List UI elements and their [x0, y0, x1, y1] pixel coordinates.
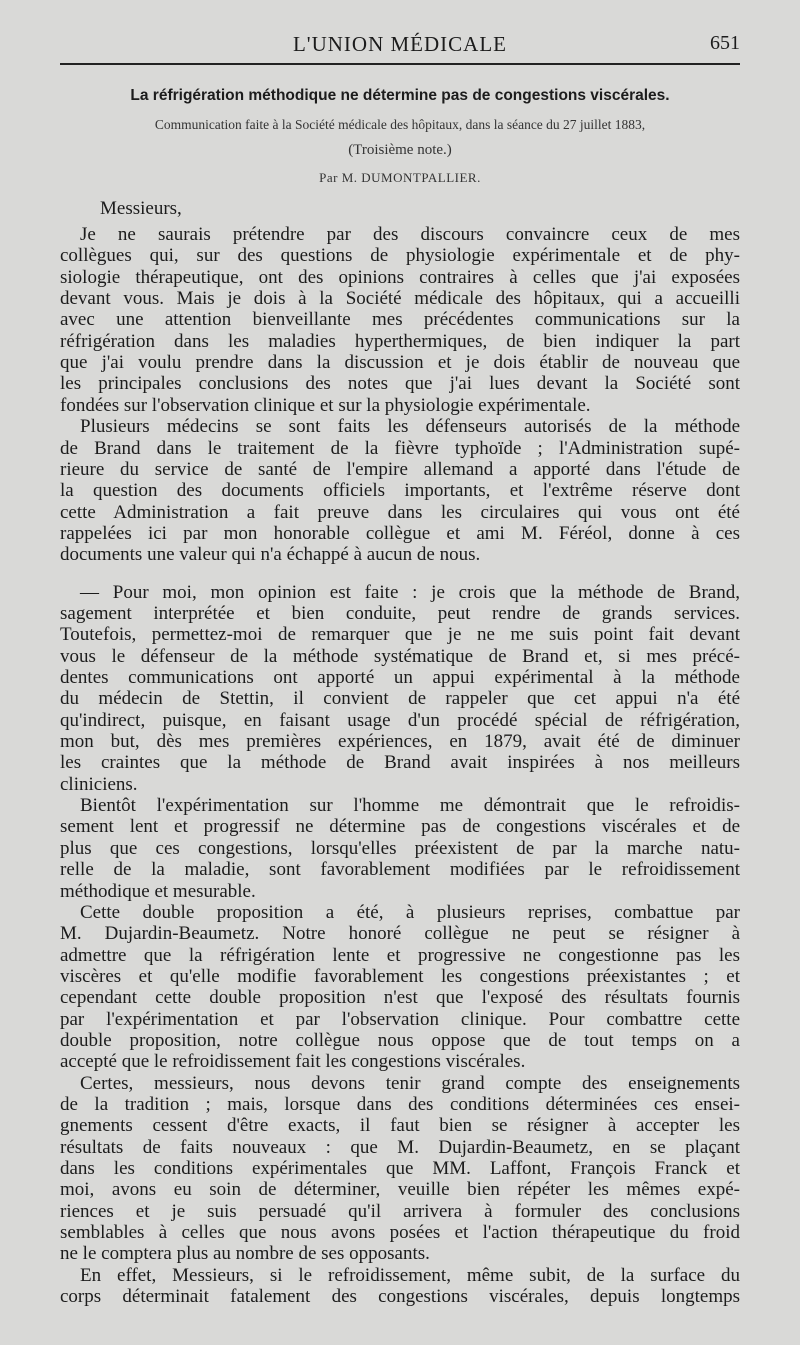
text-line: gnements cessent d'être exacts, il faut bien se résigner à accepter les — [60, 1115, 740, 1137]
running-title: L'UNION MÉDICALE — [292, 32, 507, 56]
text-line: mon but, dès mes premières expériences, en 1879, avait été de diminuer — [60, 731, 740, 753]
text-line: plus que ces congestions, lorsqu'elles préexistent de par la marche natu- — [60, 837, 740, 859]
text-line: par l'expérimentation et par l'observation clinique. Pour combattre cette — [60, 1008, 740, 1030]
communication-line: Communication faite à la Société médicale des hôpitaux, dans la séance du 27 juillet 1883, — [154, 117, 646, 132]
text-line: Je ne saurais prétendre par des discours convaincre ceux de mes — [80, 224, 740, 245]
text-line: réfrigération dans les maladies hyperthermiques, de bien indiquer la part — [60, 330, 740, 352]
text-line: devant vous. Mais je dois à la Société médicale des hôpitaux, qui a accueilli — [60, 288, 740, 310]
text-line: qu'indirect, puisque, en faisant usage d'un procédé spécial de réfrigération, — [60, 709, 740, 731]
note-line: (Troisième note.) — [348, 142, 452, 158]
text-line: siologie thérapeutique, ont des opinions contraires à celles que j'ai exposées — [60, 266, 740, 288]
text-line: vous le défenseur de la méthode systématique de Brand et, si mes précé- — [60, 645, 740, 667]
text-line: relle de la maladie, sont favorablement modifiées par le refroidissement — [60, 859, 740, 881]
page-number: 651 — [710, 32, 740, 54]
text-line: rieure du service de santé de l'empire allemand a apporté dans l'étude de — [60, 458, 740, 480]
text-line: M. Dujardin-Beaumetz. Notre honoré collègue ne peut se résigner à — [60, 923, 740, 945]
text-line: de la tradition ; mais, lorsque dans des conditions déterminées ces ensei- — [60, 1094, 740, 1115]
text-line: avec une attention bienveillante mes précédentes communications sur la — [60, 309, 740, 331]
text-line: fondées sur l'observation clinique et sur la physiologie expérimentale. — [60, 394, 591, 416]
text-line: documents une valeur qui n'a échappé à aucun de nous. — [60, 544, 481, 566]
text-line: double proposition, notre collègue nous oppose que de tout temps on a — [60, 1029, 740, 1051]
text-line: viscères et qu'elle modifie favorablement les congestions préexistantes ; et — [60, 965, 740, 987]
text-line: cliniciens. — [60, 773, 138, 795]
text-line: collègues qui, sur des questions de physiologie expérimentale et de phy- — [60, 245, 740, 267]
text-line: cette Administration a fait preuve dans les circulaires qui vous ont été — [60, 501, 740, 523]
text-line: les principales conclusions des notes que j'ai lues devant la Société sont — [60, 373, 740, 395]
text-line: les craintes que la méthode de Brand avait inspirées à nos meilleurs — [60, 752, 740, 774]
text-line: moi, avons eu soin de déterminer, veuille bien répéter les mêmes expé- — [60, 1179, 740, 1201]
article-title: La réfrigération méthodique ne détermine pas de congestions viscérales. — [130, 87, 670, 104]
text-line: En effet, Messieurs, si le refroidissement, même subit, de la surface du — [80, 1264, 740, 1286]
text-line: sagement interprétée et bien conduite, peut rendre de grands services. — [60, 602, 740, 624]
text-line: corps déterminait fatalement des congestions viscérales, depuis longtemps — [60, 1286, 740, 1308]
header-rule — [60, 63, 740, 65]
text-line: dentes communications ont apporté un appui expérimental à la méthode — [60, 667, 740, 688]
running-header — [60, 28, 740, 58]
text-line: Plusieurs médecins se sont faits les défenseurs autorisés de la méthode — [80, 416, 740, 438]
text-line: du médecin de Stettin, il convient de rappeler que cet appui n'a été — [60, 688, 740, 710]
text-line: riences et je suis persuadé qu'il arrivera à formuler des conclusions — [60, 1200, 740, 1222]
text-line: la question des documents officiels importants, et l'extrême réserve dont — [60, 480, 740, 502]
text-line: Certes, messieurs, nous devons tenir grand compte des enseignements — [80, 1072, 740, 1094]
text-line: de Brand dans le traitement de la fièvre typhoïde ; l'Administration supé- — [60, 437, 740, 459]
text-line: méthodique et mesurable. — [60, 880, 256, 902]
author-line: Par M. DUMONTPALLIER. — [319, 170, 481, 185]
text-line: cependant cette double proposition n'est que l'exposé des résultats fournis — [60, 987, 740, 1009]
text-line: sement lent et progressif ne détermine pas de congestions viscérales et de — [60, 816, 740, 838]
text-line: Cette double proposition a été, à plusieurs reprises, combattue par — [80, 901, 740, 923]
text-line: semblables à celles que nous avons posées et l'action thérapeutique du froid — [60, 1222, 740, 1244]
text-line: résultats de faits nouveaux : que M. Dujardin-Beaumetz, en se plaçant — [60, 1136, 740, 1158]
text-line: rappelées ici par mon honorable collègue et ami M. Féréol, donne à ces — [60, 522, 740, 544]
text-line: Bientôt l'expérimentation sur l'homme me démontrait que le refroidis- — [80, 795, 740, 817]
text-line: ne le comptera plus au nombre de ses opposants. — [60, 1243, 430, 1265]
text-line: accepté que le refroidissement fait les congestions viscérales. — [60, 1051, 526, 1073]
text-line: admettre que la réfrigération lente et progressive ne congestionne pas les — [60, 944, 740, 966]
text-line: que j'ai voulu prendre dans la discussion et je dois établir de nouveau que — [60, 352, 740, 374]
text-line: Toutefois, permettez-moi de remarquer que je ne me suis point fait devant — [60, 624, 740, 646]
salutation: Messieurs, — [100, 198, 182, 219]
text-line: — Pour moi, mon opinion est faite : je crois que la méthode de Brand, — [80, 581, 740, 603]
text-line: dans les conditions expérimentales que MM. Laffont, François Franck et — [60, 1158, 740, 1180]
